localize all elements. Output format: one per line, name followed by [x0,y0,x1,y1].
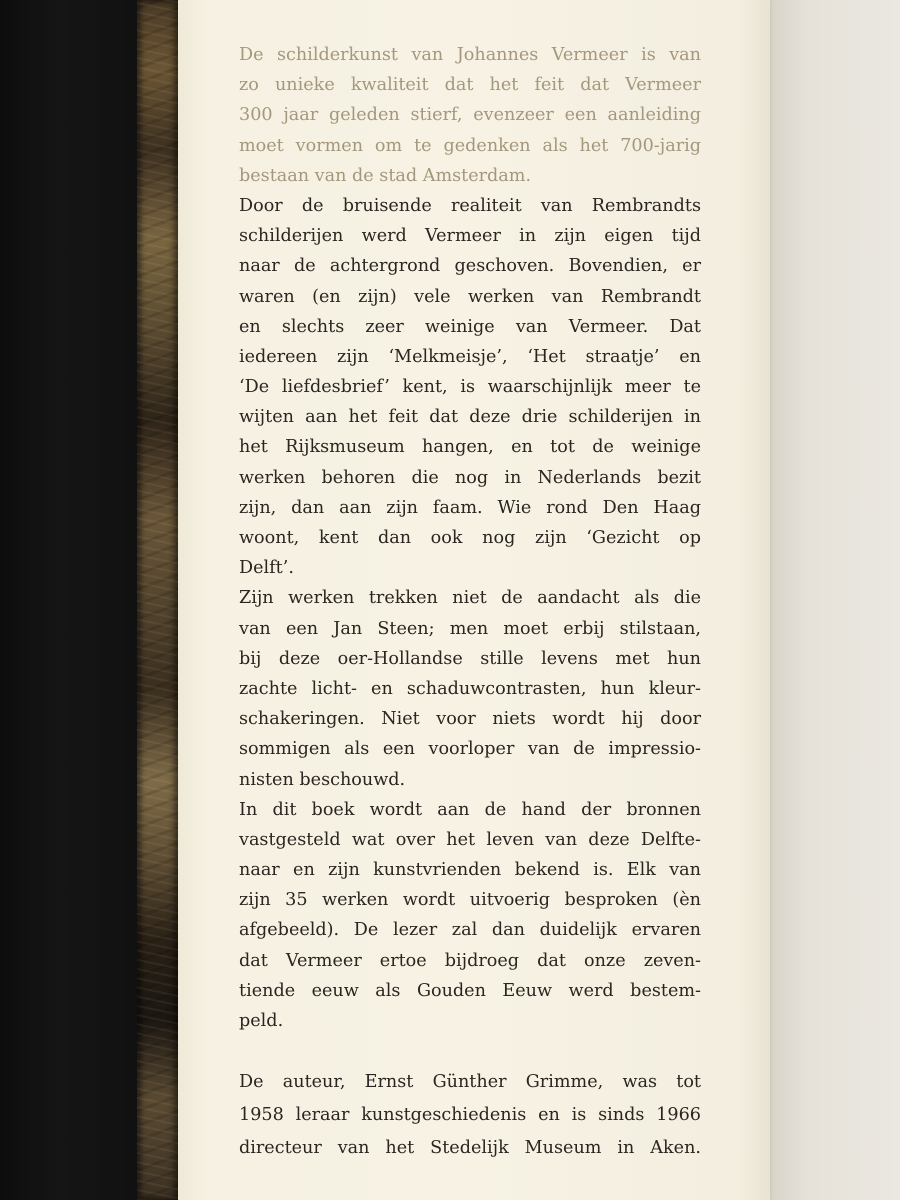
paragraph-spacer [239,1036,701,1066]
text-line: schilderijen werd Vermeer in zijn eigen tijd [239,226,701,247]
text-line: sommigen als een voorloper van de impressio- [239,739,701,760]
backdrop [770,0,900,1200]
text-line: en slechts zeer weinige van Vermeer. Dat [239,316,701,337]
flap-text [239,40,701,1165]
text-line: vastgesteld wat over het leven van deze Delfte- [239,829,701,850]
text-line: Delft’. [239,558,294,579]
text-line: 300 jaar geleden stierf, evenzeer een aanleiding [239,105,701,126]
text-line: zijn 35 werken wordt uitvoerig besproken (èn [239,890,701,911]
paragraph-book [239,795,701,1037]
text-line: werken behoren die nog in Nederlands bezit [239,467,701,488]
text-line: wijten aan het feit dat deze drie schilderijen in [239,407,701,428]
text-line: Door de bruisende realiteit van Rembrandts [239,195,701,216]
text-line: Zijn werken trekken niet de aandacht als die [239,588,701,609]
book-cover-painting-edge [137,0,183,1200]
text-line: moet vormen om te gedenken als het 700-jarig [239,135,701,156]
text-line: het Rijksmuseum hangen, en tot de weinige [239,437,701,458]
text-line: naar de achtergrond geschoven. Bovendien, er [239,256,701,277]
text-line: zo unieke kwaliteit dat het feit dat Vermeer [239,75,701,96]
text-line: zachte licht- en schaduwcontrasten, hun kleur- [239,678,701,699]
text-line: zijn, dan aan zijn faam. Wie rond Den Haag [239,497,701,518]
text-line: 1958 leraar kunstgeschiedenis en is sinds 1966 [239,1105,701,1126]
text-line: bestaan van de stad Amsterdam. [239,165,532,186]
text-line: afgebeeld). De lezer zal dan duidelijk ervaren [239,920,701,941]
text-line: woont, kent dan ook nog zijn ‘Gezicht op [239,528,701,548]
paragraph-works [239,583,701,794]
text-line: ‘De liefdesbrief’ kent, is waarschijnlijk meer te [239,377,701,398]
text-line: bij deze oer-Hollandse stille levens met hun [239,648,701,669]
text-line: tiende eeuw als Gouden Eeuw werd bestem- [239,980,701,1001]
intro-paragraph [239,40,701,191]
text-line: van een Jan Steen; men moet erbij stilstaan, [239,618,701,639]
text-line: waren (en zijn) vele werken van Rembrandt [239,286,701,307]
text-line: De schilderkunst van Johannes Vermeer is van [239,45,701,65]
paragraph-rembrandt [239,191,701,583]
text-line: directeur van het Stedelijk Museum in Aken. [239,1138,701,1159]
text-line: In dit boek wordt aan de hand der bronnen [239,799,701,820]
text-line: nisten beschouwd. [239,769,406,790]
author-paragraph [239,1066,701,1165]
text-line: De auteur, Ernst Günther Grimme, was tot [239,1072,701,1093]
text-line: iedereen zijn ‘Melkmeisje’, ‘Het straatje’ en [239,346,701,367]
text-line: naar en zijn kunstvrienden bekend is. Elk van [239,860,701,881]
text-line: schakeringen. Niet voor niets wordt hij door [239,709,701,730]
text-line: peld. [239,1011,284,1031]
text-line: dat Vermeer ertoe bijdroeg dat onze zeven- [239,950,701,971]
